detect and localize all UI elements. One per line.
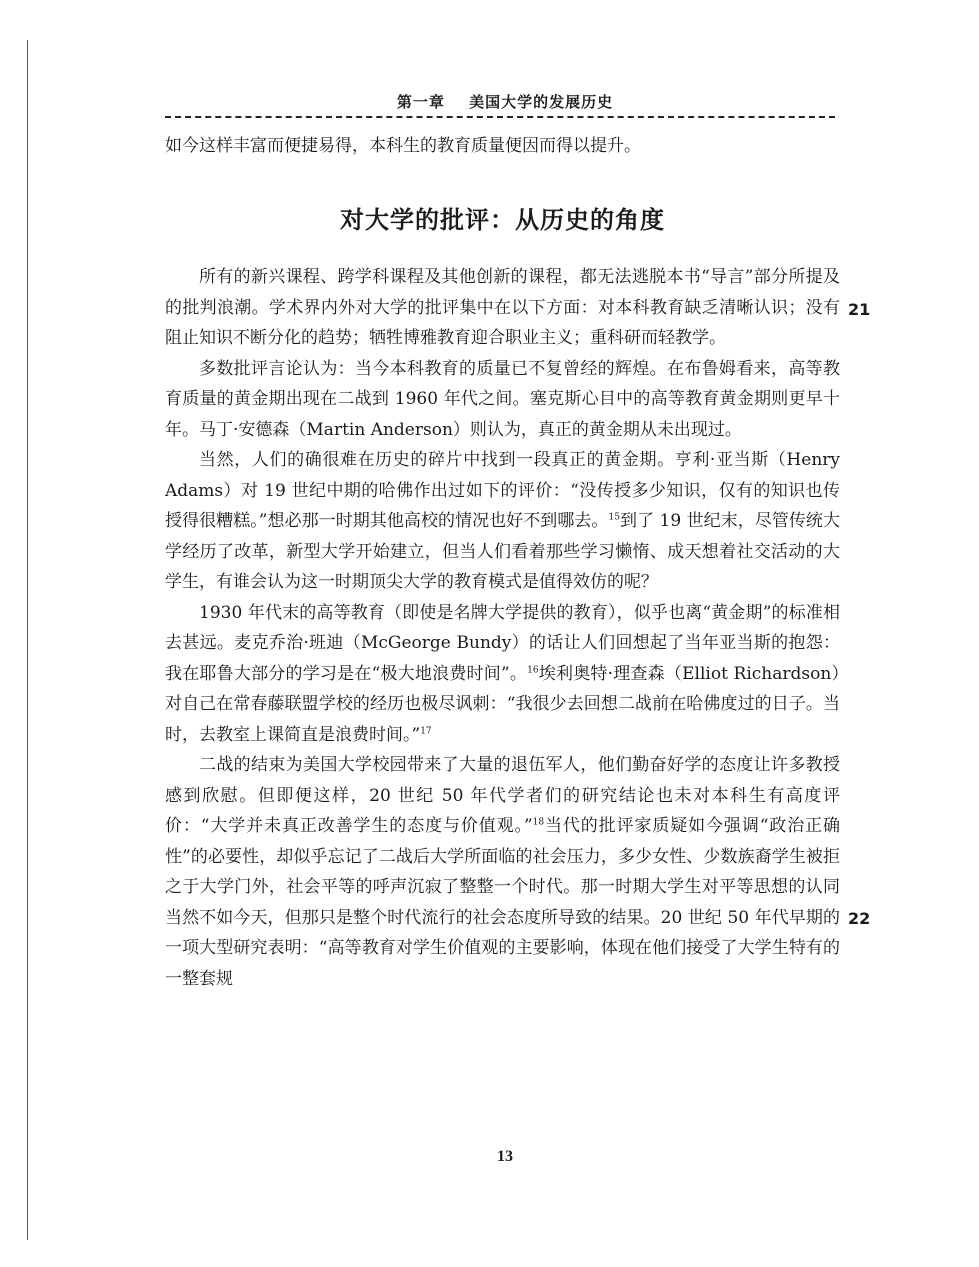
footnote-ref-18: 18 bbox=[532, 817, 545, 828]
running-head-rule bbox=[165, 116, 835, 118]
paragraph-5-text-b: 当代的批评家质疑如今强调“政治正确性”的必要性，却似乎忘记了二战后大学所面临的社会压力，多少女性、少数族裔学生被拒之于大学门外，社会平等的呼声沉寂了整整一个时代。那一时期大学生对平等思想的认同当然不如今天，但那只是整个时代流行的社会态度所导致的结果。20 世纪 50 年代早期的一项大型研究表明：“高等教育对学生价值观的主要影响，体现在他们接受了大学生特有的一整套规 bbox=[165, 816, 840, 989]
paragraph-3-text-b: 到了 19 世纪末，尽管传统大学经历了改革，新型大学开始建立，但当人们看着那些学习懒惰、成天想着社交活动的大学生，有谁会认为这一时期顶尖大学的教育模式是值得效仿的呢？ bbox=[165, 511, 840, 592]
margin-page-ref-21: 21 bbox=[848, 300, 871, 319]
main-text bbox=[165, 262, 840, 994]
paragraph-5 bbox=[165, 750, 840, 994]
paragraph-4-text-a: 1930 年代末的高等教育（即使是名牌大学提供的教育），似乎也离“黄金期”的标准相去甚远。麦克乔治·班迪（McGeorge Bundy）的话让人们回想起了当年亚当斯的抱怨：我在耶鲁大部分的学习是在“极大地浪费时间”。 bbox=[165, 602, 840, 684]
continuation-text: 如今这样丰富而便捷易得，本科生的教育质量便因而得以提升。 bbox=[165, 136, 641, 156]
running-head-title: 美国大学的发展历史 bbox=[469, 93, 614, 111]
continuation-paragraph bbox=[165, 131, 840, 162]
paragraph-5-text-a: 二战的结束为美国大学校园带来了大量的退伍军人，他们勤奋好学的态度让许多教授感到欣慰。但即便这样，20 世纪 50 年代学者们的研究结论也未对本科生有高度评价：“大学并未真正改善学生的态度与价值观。” bbox=[165, 755, 840, 836]
footnote-ref-16: 16 bbox=[527, 664, 539, 675]
section-title: 对大学的批评：从历史的角度 bbox=[340, 206, 665, 234]
page-number: 13 bbox=[497, 1148, 513, 1165]
paragraph-3 bbox=[165, 445, 840, 598]
footnote-ref-17: 17 bbox=[420, 725, 432, 736]
paragraph-3-text-a: 当然，人们的确很难在历史的碎片中找到一段真正的黄金期。亨利·亚当斯（Henry Adams）对 19 世纪中期的哈佛作出过如下的评价：“没传授多少知识，仅有的知识也传授得很糟糕。”想必那一时期其他高校的情况也好不到哪去。 bbox=[165, 450, 840, 531]
paragraph-1-text: 所有的新兴课程、跨学科课程及其他创新的课程，都无法逃脱本书“导言”部分所提及的批判浪潮。学术界内外对大学的批评集中在以下方面：对本科教育缺乏清晰认识；没有阻止知识不断分化的趋势；牺牲博雅教育迎合职业主义；重科研而轻教学。 bbox=[165, 267, 840, 348]
paragraph-4-text-b: 埃利奥特·理查森（Elliot Richardson）对自己在常春藤联盟学校的经历也极尽讽刺：“我很少去回想二战前在哈佛度过的日子。当时，去教室上课简直是浪费时间。” bbox=[165, 663, 840, 745]
paragraph-1 bbox=[165, 262, 840, 354]
binding-edge-line bbox=[27, 40, 28, 1240]
margin-page-ref-22: 22 bbox=[848, 909, 871, 928]
footnote-ref-15: 15 bbox=[608, 512, 620, 523]
running-head-chapter: 第一章 bbox=[396, 93, 445, 111]
running-head bbox=[165, 91, 845, 112]
paragraph-2-text: 多数批评言论认为：当今本科教育的质量已不复曾经的辉煌。在布鲁姆看来，高等教育质量的黄金期出现在二战到 1960 年代之间。塞克斯心目中的高等教育黄金期则更早十年。马丁·安德森（Martin Anderson）则认为，真正的黄金期从未出现过。 bbox=[165, 358, 840, 440]
paragraph-2 bbox=[165, 354, 840, 446]
paragraph-4 bbox=[165, 598, 840, 751]
